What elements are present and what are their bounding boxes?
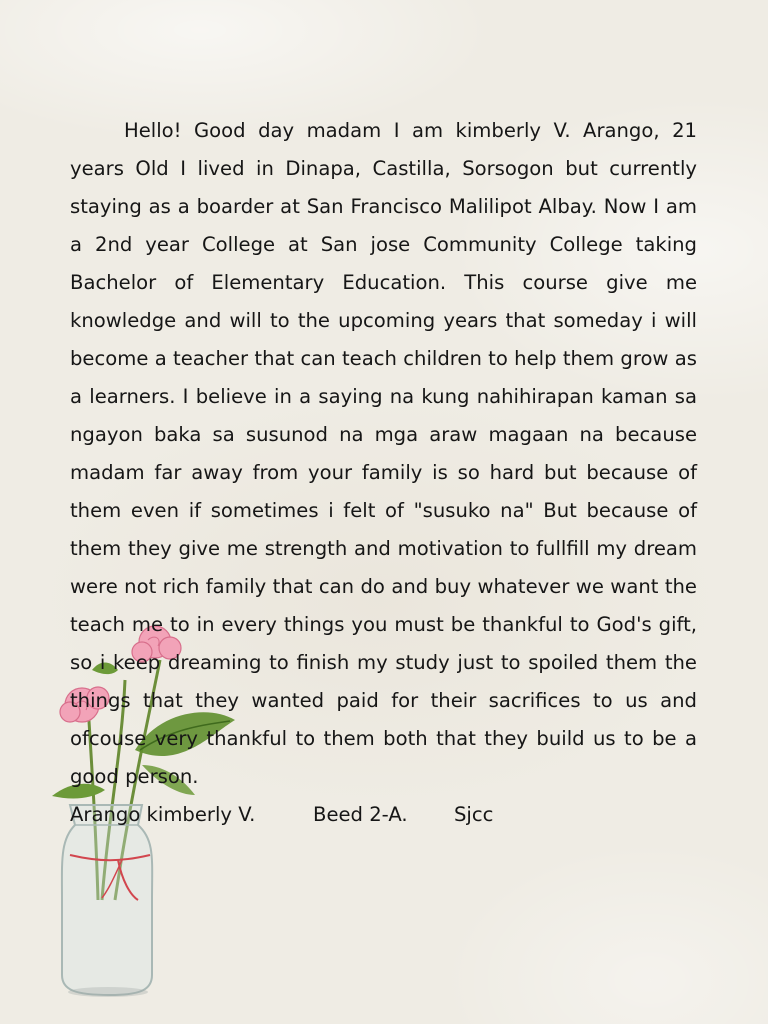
letter-body: Hello! Good day madam I am kimberly V. Arango, 21 years Old I lived in Dinapa, Castilla, Sorsogon but currently staying as a boarder at San Francisco Malilipot Albay. Now I am a 2nd year College at San jose Community College taking Bachelor of Elementary Education. This course give me knowledge and will to the upcoming years that someday i will become a teacher that can teach children to help them grow as a learners. I believe in a saying na kung nahihirapan kaman sa ngayon baka sa susunod na mga araw magaan na because madam far away from your family is so hard but because of them even if sometimes i felt of "susuko na" But because of them they give me strength and motivation to fullfill my dream were not rich family that can do and buy whatever we want the teach me to in every things you must be thankful to God's gift, so i keep dreaming to finish my study just to spoiled them the things that they wanted paid for their sacrifices to us and ofcouse very thankful to them both that they build us to be a good person. xyxy=(70,119,697,788)
signature-school: Sjcc xyxy=(454,803,494,826)
signature-line xyxy=(70,796,697,834)
signature-name: Arango kimberly V. xyxy=(70,803,256,826)
signature-class: Beed 2-A. xyxy=(313,803,408,826)
letter-content xyxy=(70,112,697,834)
